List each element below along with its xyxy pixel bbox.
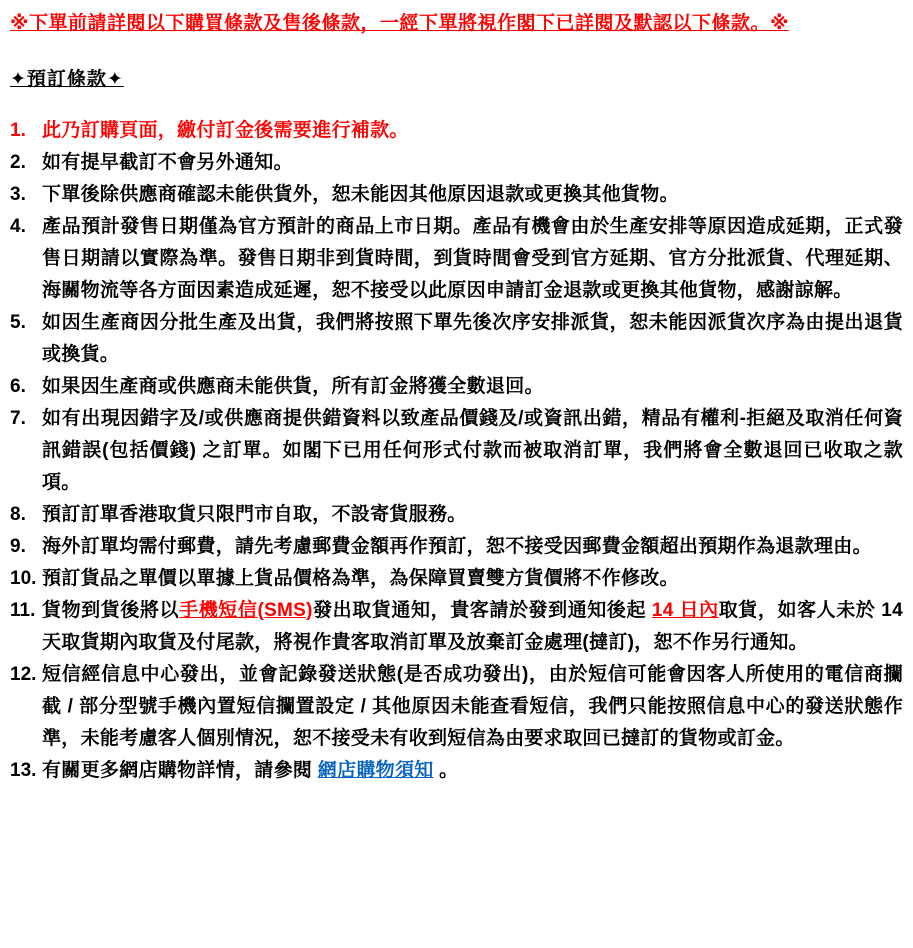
term-text-segment: 如因生產商因分批生產及出貨，我們將按照下單先後次序安排派貨，恕未能因派貨次序為由提出退貨或換貨。	[42, 311, 903, 365]
highlighted-text: 此乃訂購頁面，繳付訂金後需要進行補款。	[42, 119, 409, 141]
term-item	[10, 307, 903, 371]
highlighted-text: 手機短信(SMS)	[179, 599, 313, 621]
term-text	[42, 211, 903, 307]
term-number: 7.	[10, 407, 26, 429]
term-item	[10, 499, 903, 531]
term-text	[42, 531, 903, 563]
term-text	[42, 659, 903, 755]
section-heading: ✦預訂條款✦	[10, 68, 124, 90]
term-number: 3.	[10, 183, 26, 205]
term-item	[10, 659, 903, 755]
term-text	[42, 755, 903, 787]
term-number: 10.	[10, 567, 37, 589]
term-text-segment: 短信經信息中心發出，並會記錄發送狀態(是否成功發出)，由於短信可能會因客人所使用的電信商攔截 / 部分型號手機內置短信攔置設定 / 其他原因未能查看短信，我們只能按照信息中心的發送狀態作準，未能考慮客人個別情況，恕不接受未有收到短信為由要求取回已撻訂的貨物或訂金。	[42, 663, 903, 749]
term-text-segment: 發出取貨通知，貴客請於發到通知後起	[312, 599, 652, 621]
term-text	[42, 371, 903, 403]
term-text	[42, 307, 903, 371]
term-text-segment: 海外訂單均需付郵費，請先考慮郵費金額再作預訂，恕不接受因郵費金額超出預期作為退款理由。	[42, 535, 872, 557]
shop-notice-link[interactable]: 網店購物須知	[317, 759, 434, 781]
term-number: 2.	[10, 151, 26, 173]
term-text	[42, 563, 903, 595]
term-text	[42, 179, 903, 211]
term-number: 13.	[10, 759, 37, 781]
term-number: 1.	[10, 119, 26, 141]
term-text-segment: 如有出現因錯字及/或供應商提供錯資料以致產品價錢及/或資訊出錯，精品有權利-拒絕及取消任何資訊錯誤(包括價錢) 之訂單。如閣下已用任何形式付款而被取消訂單，我們將會全數退回已收取之款項。	[42, 407, 903, 493]
term-item	[10, 563, 903, 595]
terms-list	[10, 115, 903, 787]
term-text-segment: 如果因生產商或供應商未能供貨，所有訂金將獲全數退回。	[42, 375, 544, 397]
term-number: 6.	[10, 375, 26, 397]
term-text	[42, 403, 903, 499]
term-text	[42, 115, 903, 147]
term-text-segment: 取貨，如客人未於 14 天取貨期內取貨及付尾款，將視作貴客取消訂單及放棄訂金處理(撻訂)，恕不作另行通知。	[42, 599, 903, 653]
term-number: 4.	[10, 215, 26, 237]
term-text-segment: 如有提早截訂不會另外通知。	[42, 151, 293, 173]
term-item	[10, 755, 903, 787]
term-item	[10, 147, 903, 179]
term-item	[10, 531, 903, 563]
term-text-segment: 預訂貨品之單價以單據上貨品價格為準，為保障買賣雙方貨價將不作修改。	[42, 567, 679, 589]
term-item	[10, 403, 903, 499]
term-text	[42, 595, 903, 659]
term-number: 5.	[10, 311, 26, 333]
term-number: 11.	[10, 599, 36, 621]
term-number: 8.	[10, 503, 26, 525]
term-item	[10, 595, 903, 659]
term-item	[10, 115, 903, 147]
term-text	[42, 499, 903, 531]
term-number: 9.	[10, 535, 26, 557]
term-number: 12.	[10, 663, 37, 685]
page-title: ※下單前請詳閱以下購買條款及售後條款，一經下單將視作閣下已詳閱及默認以下條款。※	[10, 13, 789, 34]
term-text-segment: 有關更多網店購物詳情，請參閱	[42, 759, 318, 781]
term-text-segment: 預訂訂單香港取貨只限門市自取，不設寄貨服務。	[42, 503, 467, 525]
highlighted-text: 14 日內	[651, 599, 719, 621]
term-item	[10, 179, 903, 211]
term-item	[10, 371, 903, 403]
term-text	[42, 147, 903, 179]
term-text-segment: 下單後除供應商確認未能供貨外，恕未能因其他原因退款或更換其他貨物。	[42, 183, 679, 205]
term-text-segment: 。	[433, 759, 459, 781]
term-text-segment: 產品預計發售日期僅為官方預計的商品上市日期。產品有機會由於生產安排等原因造成延期，正式發售日期請以實際為準。發售日期非到貨時間，到貨時間會受到官方延期、官方分批派貨、代理延期、海關物流等各方面因素造成延遲，恕不接受以此原因申請訂金退款或更換其他貨物，感謝諒解。	[42, 215, 903, 301]
term-text-segment: 貨物到貨後將以	[42, 599, 180, 621]
term-item	[10, 211, 903, 307]
